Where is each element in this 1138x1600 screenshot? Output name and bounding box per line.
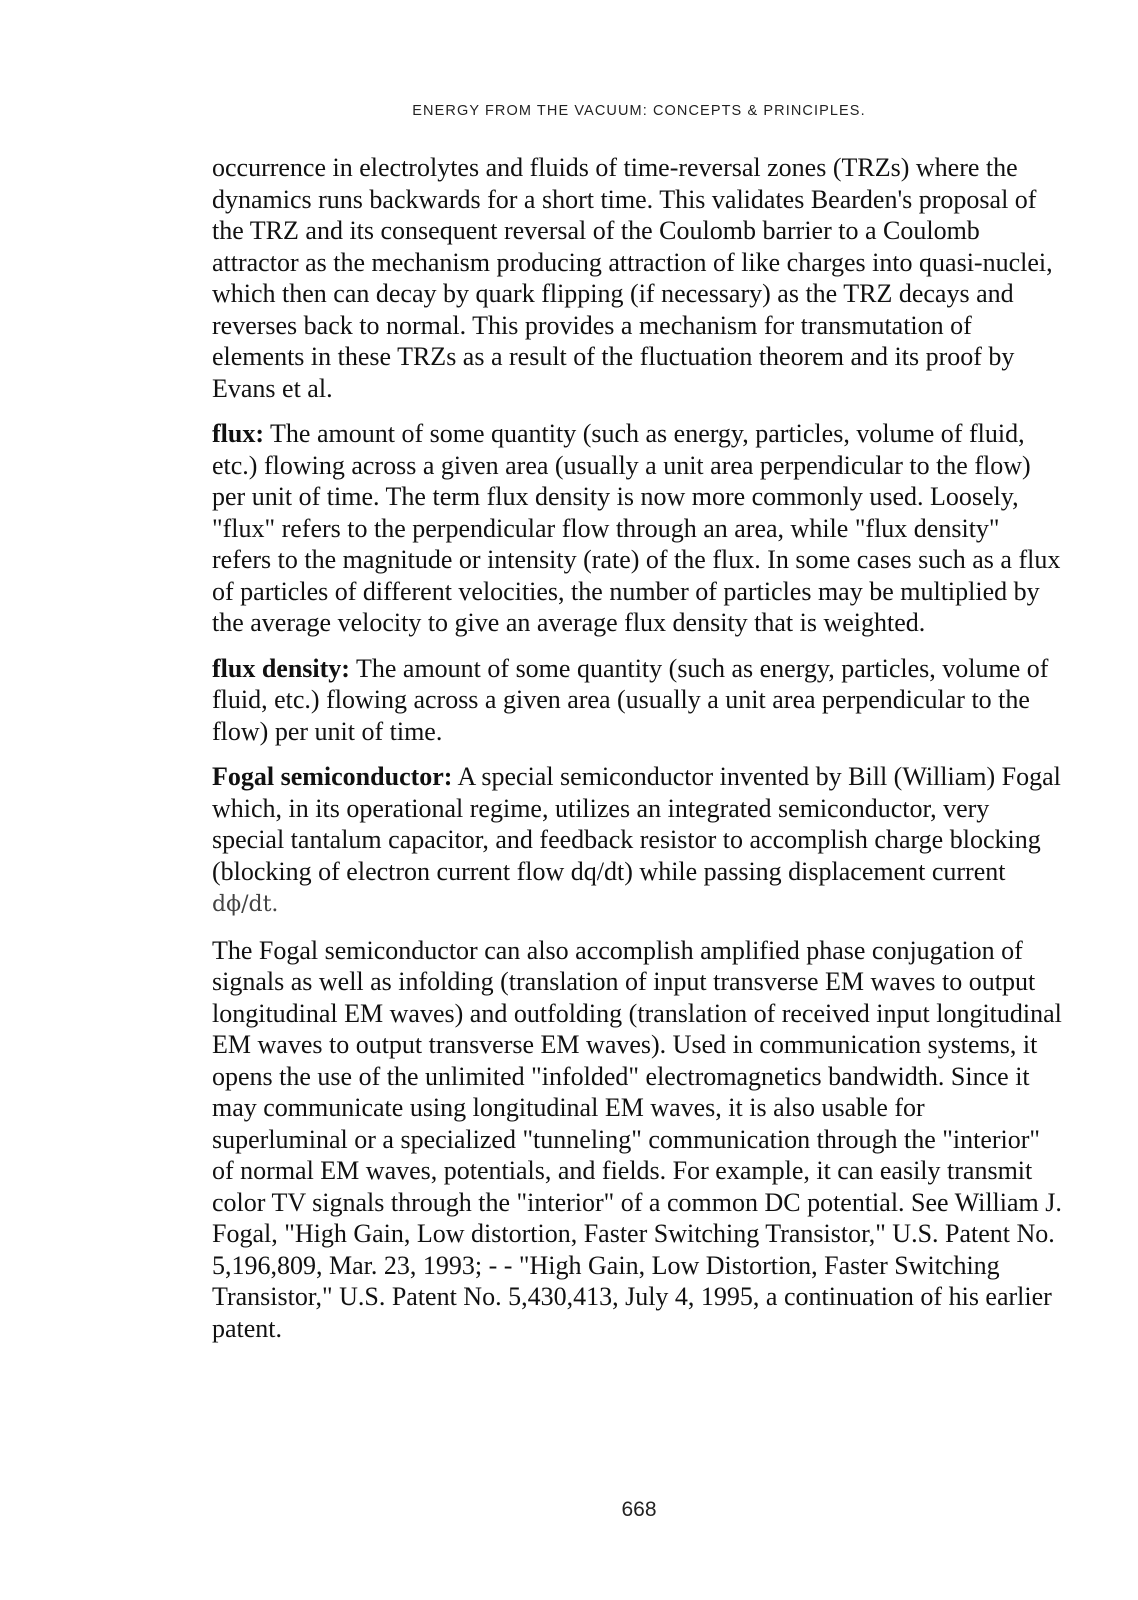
flux-density-definition-text: The amount of some quantity (such as energy, particles, volume of fluid, etc.) flowing across a given area (usually a unit area perpendicular to the flow) per unit of time.: [212, 653, 1049, 746]
page-number: 668: [621, 1498, 657, 1521]
flux-density-definition: [212, 653, 1062, 748]
displacement-current-symbol: dϕ/dt.: [212, 892, 279, 917]
term-flux: flux:: [212, 419, 264, 448]
trz-continuation-paragraph: occurrence in electrolytes and fluids of time-reversal zones (TRZs) where the dynamics runs backwards for a short time. This validates Bearden's proposal of the TRZ and its consequent reversal of the Coulomb barrier to a Coulomb attractor as the mechanism producing attraction of like charges into quasi-nuclei, which then can decay by quark flipping (if necessary) as the TRZ decays and reverses back to normal. This provides a mechanism for transmutation of elements in these TRZs as a result of the fluctuation theorem and its proof by Evans et al.: [212, 153, 1053, 403]
flux-definition-text: The amount of some quantity (such as energy, particles, volume of fluid, etc.) flowing across a given area (usually a unit area perpendicular to the flow) per unit of time. The term flux density is now more commonly used. Loosely, "flux" refers to the perpendicular flow through an area, while "flux density" refers to the magnitude or intensity (rate) of the flux. In some cases such as a flux of particles of different velocities, the number of particles may be multiplied by the average velocity to give an average flux density that is weighted.: [212, 419, 1061, 637]
flux-definition: [212, 418, 1062, 639]
term-fogal-semiconductor: Fogal semiconductor:: [212, 762, 453, 791]
page-body: [212, 152, 1062, 1358]
fogal-definition-text: A special semiconductor invented by Bill (William) Fogal which, in its operational regime, utilizes an integrated semiconductor, very special tantalum capacitor, and feedback resistor to accomplish charge blocking (blocking of electron current flow dq/dt) while passing displacement current: [212, 762, 1061, 886]
fogal-semiconductor-definition: [212, 761, 1062, 921]
term-flux-density: flux density:: [212, 653, 350, 683]
running-header: ENERGY FROM THE VACUUM: CONCEPTS & PRINCIPLES.: [412, 103, 866, 119]
fogal-continued-paragraph: The Fogal semiconductor can also accomplish amplified phase conjugation of signals as well as infolding (translation of input transverse EM waves to output longitudinal EM waves) and outfolding (translation of received input longitudinal EM waves to output transverse EM waves). Used in communication systems, it opens the use of the unlimited "infolded" electromagnetics bandwidth. Since it may communicate using longitudinal EM waves, it is also usable for superluminal or a specialized "tunneling" communication through the "interior" of normal EM waves, potentials, and fields. For example, it can easily transmit color TV signals through the "interior" of a common DC potential. See William J. Fogal, "High Gain, Low distortion, Faster Switching Transistor," U.S. Patent No. 5,196,809, Mar. 23, 1993; - - "High Gain, Low Distortion, Faster Switching Transistor," U.S. Patent No. 5,430,413, July 4, 1995, a continuation of his earlier patent.: [212, 935, 1062, 1343]
